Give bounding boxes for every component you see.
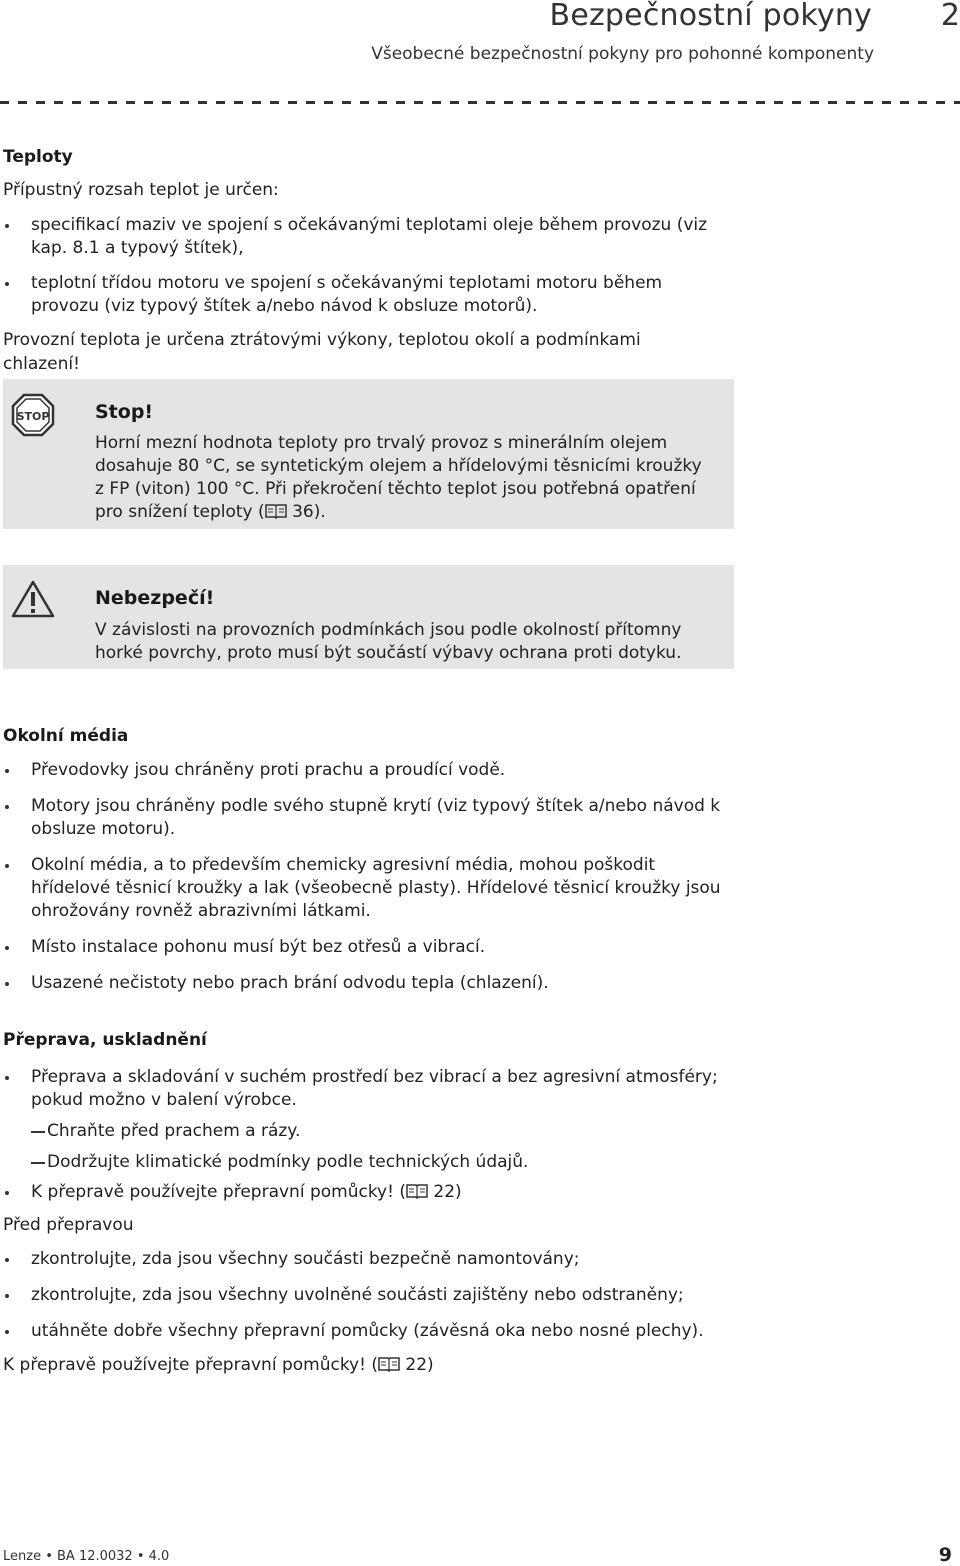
subheading: Před přepravou xyxy=(3,1215,134,1235)
book-icon xyxy=(265,503,287,526)
list-item: Přeprava a skladování v suchém prostředí bez vibrací a bez agresivní atmosféry; pokud možno v balení výrobce. xyxy=(3,1066,723,1112)
list-item: utáhněte dobře všechny přepravní pomůcky (závěsná oka nebo nosné plechy). xyxy=(3,1320,723,1343)
warning-triangle-icon xyxy=(11,579,55,623)
page-reference[interactable]: 22 xyxy=(433,1182,456,1202)
page-reference[interactable]: 36 xyxy=(292,502,314,522)
note-text xyxy=(95,432,715,526)
intro-text: Přípustný rozsah teplot je určen: xyxy=(3,180,279,200)
sub-list-item: Chraňte před prachem a rázy. xyxy=(3,1120,723,1143)
list-item: zkontrolujte, zda jsou všechny součásti bezpečně namontovány; xyxy=(3,1248,723,1271)
list-item: specifikací maziv ve spojení s očekávanými teplotami oleje během provozu (viz kap. 8.1 a typový štítek), xyxy=(3,214,723,260)
header-divider xyxy=(0,101,960,104)
closing-text-body: K přepravě používejte přepravní pomůcky! ( xyxy=(3,1355,378,1375)
closing-text-end: ) xyxy=(427,1355,434,1375)
page-header-title: Bezpečnostní pokyny xyxy=(549,0,872,33)
note-text: V závislosti na provozních podmínkách jsou podle okolností přítomny horké povrchy, proto musí být součástí výbavy ochrana proti dotyku. xyxy=(95,620,682,663)
section-okolni-media xyxy=(3,726,723,995)
list-item: Okolní média, a to především chemicky agresivní média, mohou poškodit hřídelové těsnicí kroužky a lak (všeobecně plasty). Hřídelové těsnicí kroužky jsou ohrožovány rovněž abrazivními látkami. xyxy=(3,854,723,923)
section-heading: Teploty xyxy=(3,147,73,167)
chapter-number: 2 xyxy=(940,0,960,33)
danger-note xyxy=(3,565,734,669)
note-title: Stop! xyxy=(95,401,154,423)
list-item: zkontrolujte, zda jsou všechny uvolněné součásti zajištěny nebo odstraněny; xyxy=(3,1284,723,1307)
stop-icon xyxy=(11,393,55,441)
list-item: Převodovky jsou chráněny proti prachu a proudící vodě. xyxy=(3,759,723,782)
note-body: Horní mezní hodnota teploty pro trvalý provoz s minerálním olejem dosahuje 80 °C, se syntetickým olejem a hřídelovými těsnicími kroužky z FP (viton) 100 °C. Při překročení těchto teplot jsou potřebná opatření pro snížení teploty ( xyxy=(95,433,702,522)
section-heading: Přeprava, uskladnění xyxy=(3,1030,207,1050)
page-header-subtitle: Všeobecné bezpečnostní pokyny pro pohonné komponenty xyxy=(371,44,874,64)
list-item: Usazené nečistoty nebo prach brání odvodu tepla (chlazení). xyxy=(3,972,723,995)
section-preprava xyxy=(3,1030,723,1379)
book-icon xyxy=(378,1355,400,1379)
stop-note xyxy=(3,379,734,529)
list-item: Motory jsou chráněny podle svého stupně krytí (viz typový štítek a/nebo návod k obsluze motoru). xyxy=(3,795,723,841)
section-heading: Okolní média xyxy=(3,726,129,746)
book-icon xyxy=(406,1183,428,1206)
stop-icon-text: STOP xyxy=(16,410,50,423)
closing-text xyxy=(3,1353,723,1379)
page-reference[interactable]: 22 xyxy=(405,1355,428,1375)
closing-text: Provozní teplota je určena ztrátovými výkony, teplotou okolí a podmínkami chlazení! xyxy=(3,330,641,374)
list-item: Místo instalace pohonu musí být bez otřesů a vibrací. xyxy=(3,936,723,959)
list-item-text-end: ) xyxy=(455,1182,462,1202)
sub-list-item: Dodržujte klimatické podmínky podle technických údajů. xyxy=(3,1151,723,1174)
list-item: teplotní třídou motoru ve spojení s očekávanými teplotami motoru během provozu (viz typový štítek a/nebo návod k obsluze motorů). xyxy=(3,272,723,318)
note-body-end: ). xyxy=(313,502,326,522)
section-teploty xyxy=(3,147,723,376)
list-item xyxy=(3,1181,723,1206)
note-title: Nebezpečí! xyxy=(95,587,215,609)
list-item-text: K přepravě používejte přepravní pomůcky! ( xyxy=(31,1182,406,1202)
footer-document-id: Lenze • BA 12.0032 • 4.0 xyxy=(3,1549,170,1564)
page-number: 9 xyxy=(938,1544,952,1566)
